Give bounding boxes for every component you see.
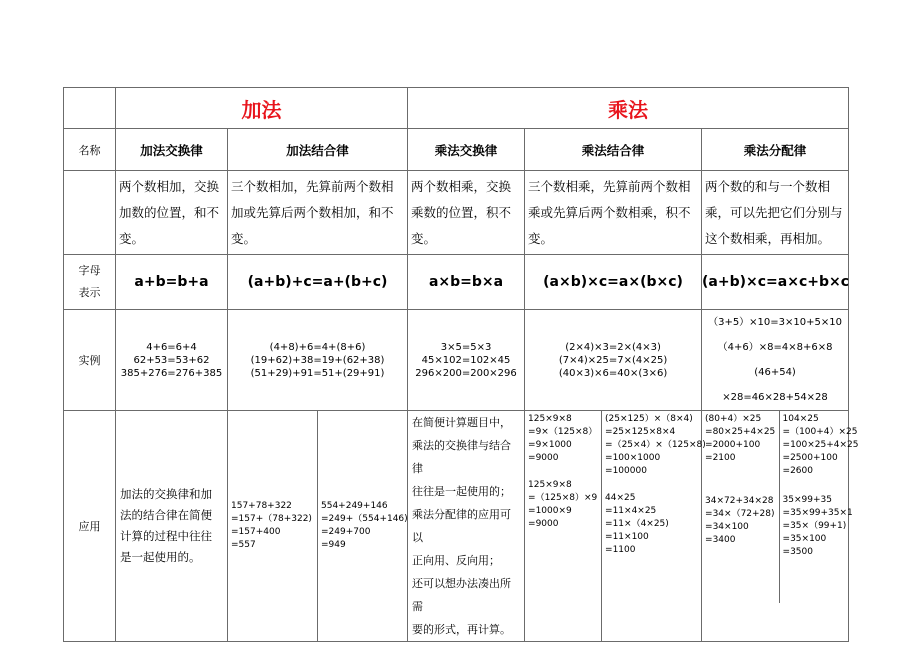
note-line: 乘法的交换律与结合律	[412, 439, 512, 475]
app-add-example-1	[228, 411, 318, 642]
note-line: 还可以想办法凑出所需	[412, 577, 512, 613]
formula-add-assoc: (a+b)+c=a+(b+c)	[228, 255, 408, 310]
app-line: =9×1000	[528, 440, 572, 450]
app-mul-example-3	[702, 411, 779, 603]
desc-mul-distrib: 两个数的和与一个数相乘，可以先把它们分别与这个数相乘，再相加。	[702, 171, 849, 255]
example-add-commute	[116, 310, 228, 411]
example-line: 3×5=5×3	[440, 341, 492, 353]
app-line: 104×25	[782, 414, 819, 424]
desc-mul-assoc: 三个数相乘，先算前两个数相乘或先算后两个数相乘，积不变。	[525, 171, 702, 255]
letter-label-line1: 字母	[78, 264, 101, 277]
example-add-assoc	[228, 310, 408, 411]
law-add-assoc: 加法结合律	[228, 129, 408, 171]
app-line: =（125×8）×9	[528, 493, 598, 503]
app-line: =157+（78+322)	[231, 514, 312, 524]
description-row	[64, 171, 849, 255]
app-line: =11×（4×25)	[605, 519, 669, 529]
spacer	[705, 465, 779, 495]
formula-mul-distrib: (a+b)×c=a×c+b×c	[702, 255, 849, 310]
spacer	[528, 465, 601, 479]
example-line: (51+29)+91=51+(29+91)	[250, 367, 385, 379]
example-line: (19+62)+38=19+(62+38)	[250, 354, 385, 366]
desc-mul-commute: 两个数相乘，交换乘数的位置，积不变。	[408, 171, 525, 255]
corner-cell	[64, 88, 116, 129]
app-line: =（25×4）×（125×8)	[605, 440, 706, 450]
law-add-commute: 加法交换律	[116, 129, 228, 171]
app-line: =2500+100	[782, 453, 838, 463]
app-add-example-2	[318, 411, 408, 642]
desc-add-commute: 两个数相加，交换加数的位置，和不变。	[116, 171, 228, 255]
formula-mul-assoc: (a×b)×c=a×(b×c)	[525, 255, 702, 310]
app-line: 157+78+322	[231, 501, 292, 511]
note-line: 在简便计算题目中，	[412, 416, 512, 429]
example-line: (40×3)×6=40×(3×6)	[558, 367, 668, 379]
example-line: ×28=46×28+54×28	[722, 392, 828, 403]
app-line: 125×9×8	[528, 480, 572, 490]
app-mul-example-1	[525, 411, 602, 642]
app-line: 44×25	[605, 493, 636, 503]
application-label: 应用	[64, 411, 116, 642]
app-line: =949	[321, 540, 346, 550]
example-line: (46+54)	[754, 367, 796, 378]
app-line: =9×（125×8）	[528, 427, 598, 437]
app-line: =157+400	[231, 527, 281, 537]
app-line: (25×125）×（8×4)	[605, 414, 693, 424]
example-line: （4+6）×8=4×8+6×8	[717, 342, 833, 353]
example-line: 4+6=6+4	[146, 341, 197, 353]
app-line: =11×4×25	[605, 506, 657, 516]
app-line: =9000	[528, 519, 559, 529]
app-line: 35×99+35	[782, 495, 832, 505]
spacer	[783, 478, 850, 494]
app-line: =3500	[782, 547, 813, 557]
app-line: =9000	[528, 453, 559, 463]
laws-table	[63, 87, 859, 642]
example-line: (2×4)×3=2×(4×3)	[565, 341, 661, 353]
app-line: 34×72+34×28	[705, 496, 774, 506]
app-line: =2000+100	[705, 440, 761, 450]
app-line: 125×9×8	[528, 414, 572, 424]
app-line: =3400	[705, 535, 736, 545]
example-mul-distrib	[702, 310, 849, 411]
app-line: =34×100	[705, 522, 749, 532]
note-line: 乘法分配律的应用可以	[412, 508, 512, 544]
law-name-row	[64, 129, 849, 171]
app-line: =34×（72+28)	[705, 509, 775, 519]
app-line: =249+700	[321, 527, 371, 537]
note-line: 正向用、反向用；	[412, 554, 501, 567]
app-line: =249+（554+146)	[321, 514, 408, 524]
app-line: (80+4）×25	[705, 414, 762, 424]
app-line: =11×100	[605, 532, 649, 542]
note-line: 要的形式，再计算。	[412, 623, 512, 636]
example-line: 385+276=276+385	[120, 367, 223, 379]
letter-label-line2: 表示	[78, 286, 101, 299]
law-mul-distrib: 乘法分配律	[702, 129, 849, 171]
formula-add-commute: a+b=b+a	[116, 255, 228, 310]
app-line: =100000	[605, 466, 647, 476]
letter-label	[64, 255, 116, 310]
app-line: =1000×9	[528, 506, 572, 516]
spacer	[605, 478, 701, 492]
example-line: 62+53=53+62	[133, 354, 210, 366]
description-label-cell	[64, 171, 116, 255]
app-line: =80×25+4×25	[705, 427, 776, 437]
application-row	[64, 411, 849, 642]
app-line: =100×1000	[605, 453, 661, 463]
addition-title: 加法	[116, 88, 408, 129]
app-line: =35×100	[782, 534, 827, 544]
app-mul-example-2	[602, 411, 706, 642]
title-row	[64, 88, 849, 129]
example-line: 296×200=200×296	[415, 367, 517, 379]
app-add-desc: 加法的交换律和加法的结合律在简便计算的过程中往往是一起使用的。	[116, 411, 228, 642]
app-line: =2100	[705, 453, 736, 463]
multiplication-title: 乘法	[408, 88, 849, 129]
app-mul-example-4	[779, 411, 859, 603]
app-line: =1100	[605, 545, 636, 555]
app-line: 554+249+146	[321, 501, 388, 511]
example-mul-assoc	[525, 310, 702, 411]
note-line: 往往是一起使用的；	[412, 485, 512, 498]
example-line: （3+5）×10=3×10+5×10	[708, 317, 842, 328]
law-mul-commute: 乘法交换律	[408, 129, 525, 171]
app-mul-note	[408, 411, 525, 642]
app-line: =35×99+35×1	[782, 508, 853, 518]
app-mul-distrib-cell	[702, 411, 859, 642]
app-line: =25×125×8×4	[605, 427, 676, 437]
formula-mul-commute: a×b=b×a	[408, 255, 525, 310]
example-mul-commute	[408, 310, 525, 411]
letter-row	[64, 255, 849, 310]
name-label: 名称	[64, 129, 116, 171]
example-line: (7×4)×25=7×(4×25)	[558, 354, 668, 366]
example-line: (4+8)+6=4+(8+6)	[269, 341, 366, 353]
desc-add-assoc: 三个数相加，先算前两个数相加或先算后两个数相加，和不变。	[228, 171, 408, 255]
app-line: =557	[231, 540, 256, 550]
example-line: 45×102=102×45	[421, 354, 511, 366]
app-line: =100×25+4×25	[782, 440, 859, 450]
example-row	[64, 310, 849, 411]
app-distrib-subtable	[702, 411, 859, 603]
app-line: =（100+4）×25	[782, 427, 858, 437]
law-mul-assoc: 乘法结合律	[525, 129, 702, 171]
example-label: 实例	[64, 310, 116, 411]
app-line: =35×（99+1)	[782, 521, 847, 531]
app-line: =2600	[782, 466, 813, 476]
